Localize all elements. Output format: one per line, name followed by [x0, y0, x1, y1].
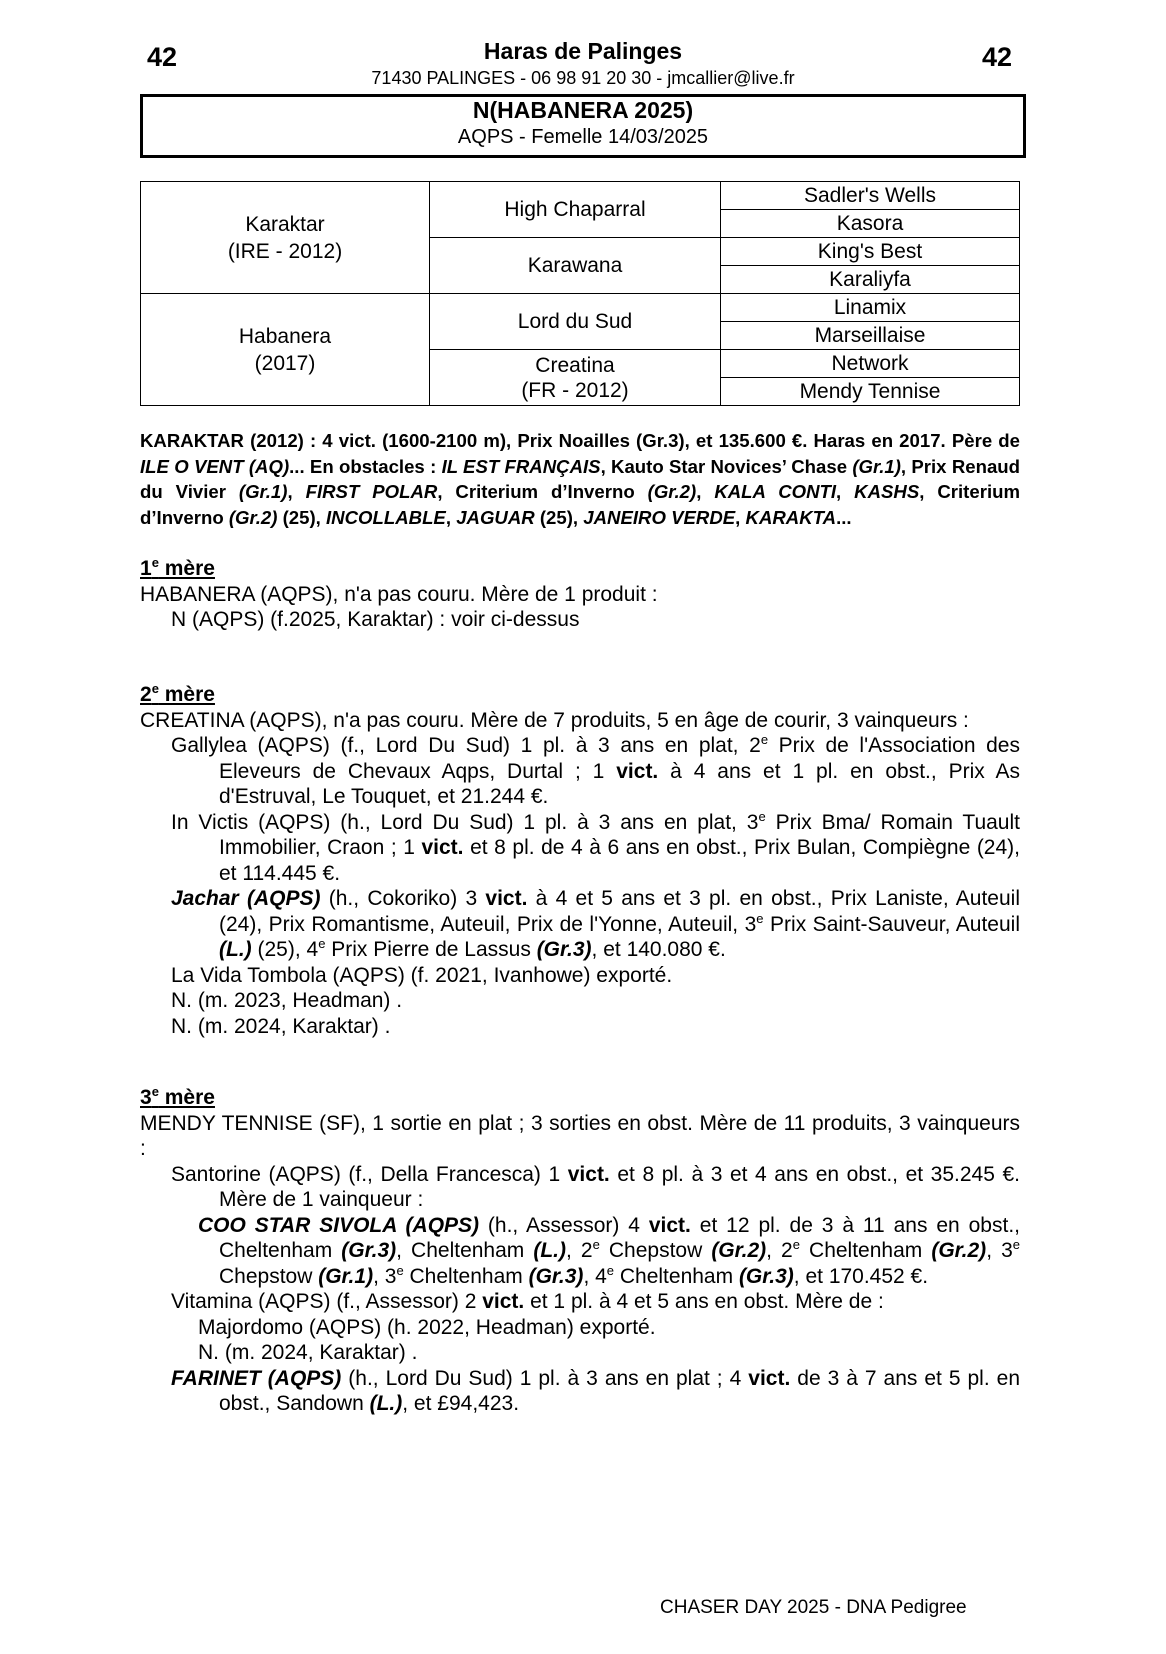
pedigree-ssd: Kasora: [721, 210, 1020, 238]
title-box: [140, 94, 1026, 158]
produit-jachar: Jachar (AQPS) (h., Cokoriko) 3 vict. à 4 et 5 ans et 3 pl. en obst., Prix Laniste, Auteuil (24), Prix Romantisme, Auteuil, Prix de l'Yonne, Auteuil, 3e Prix Saint-Sauveur, Auteuil (L.) (25), 4e Prix Pierre de Lassus (Gr.3), et 140.080 €.: [171, 887, 1021, 961]
dam-detail: (2017): [254, 351, 316, 375]
pedigree-dam: [141, 294, 430, 406]
page-footer: CHASER DAY 2025 - DNA Pedigree: [660, 1597, 967, 1618]
sire-name: Karaktar: [245, 212, 325, 236]
heading-mere-2: 2e mère: [140, 681, 215, 706]
pedigree-sdd: Karaliyfa: [721, 266, 1020, 294]
produit-in-victis: In Victis (AQPS) (h., Lord Du Sud) 1 pl. à 3 ans en plat, 3e Prix Bma/ Romain Tuault Immobilier, Craon ; 1 vict. et 8 pl. de 4 à 6 ans en obst., Prix Bulan, Compiègne (24), et 114.445 €.: [171, 808, 1020, 885]
pedigree-sds: King's Best: [721, 238, 1020, 266]
produit-gallylea: Gallylea (AQPS) (f., Lord Du Sud) 1 pl. à 3 ans en plat, 2e Prix de l'Association des Eleveurs de Chevaux Aqps, Durtal ; 1 vict. à 4 ans et 1 pl. en obst., Prix As d'Estruval, Le Touquet, et 21.244 €.: [171, 732, 1021, 808]
produit-n-2024-vitamina: N. (m. 2024, Karaktar) .: [198, 1341, 418, 1364]
sire-detail: (IRE - 2012): [227, 239, 343, 263]
pedigree-sire: [141, 182, 430, 294]
breeder-address: 71430 PALINGES - 06 98 91 20 30 - jmcallier@live.fr: [371, 68, 795, 88]
dd-name: Creatina: [535, 353, 615, 377]
produit-santorine: Santorine (AQPS) (f., Della Francesca) 1 vict. et 8 pl. à 3 et 4 ans en obst., et 35.245 €. Mère de 1 vainqueur :: [171, 1162, 1021, 1211]
mere-3-intro: MENDY TENNISE (SF), 1 sortie en plat ; 3 sorties en obst. Mère de 11 produits, 3 vainqueurs :: [140, 1111, 1020, 1160]
heading-mere-1: 1e mère: [140, 555, 215, 580]
produit-n-2024: N. (m. 2024, Karaktar) .: [171, 1014, 391, 1038]
pedigree-dsd: Marseillaise: [721, 322, 1020, 350]
mere-2-intro: CREATINA (AQPS), n'a pas couru. Mère de 7 produits, 5 en âge de courir, 3 vainqueurs :: [140, 708, 969, 732]
produit-vitamina: Vitamina (AQPS) (f., Assessor) 2 vict. et 1 pl. à 4 et 5 ans en obst. Mère de :: [171, 1290, 884, 1313]
horse-subtitle: AQPS - Femelle 14/03/2025: [457, 126, 709, 148]
section-mere-3: [140, 1085, 1020, 1417]
produit-la-vida-tombola: La Vida Tombola (AQPS) (f. 2021, Ivanhowe) exporté.: [171, 963, 673, 987]
breeder-name: Haras de Palinges: [483, 38, 683, 64]
heading-mere-3: 3e mère: [140, 1084, 215, 1109]
pedigree-ss: High Chaparral: [430, 182, 721, 238]
pedigree-dss: Linamix: [721, 294, 1020, 322]
produit-farinet: FARINET (AQPS) (h., Lord Du Sud) 1 pl. à 3 ans en plat ; 4 vict. de 3 à 7 ans et 5 pl. en obst., Sandown (L.), et £94,423.: [171, 1366, 1020, 1415]
pedigree-ddd: Mendy Tennise: [721, 378, 1020, 406]
section-mere-1: [140, 556, 1020, 633]
pedigree-sss: Sadler's Wells: [721, 182, 1020, 210]
pedigree-ds: Lord du Sud: [430, 294, 721, 350]
produit-n-2023: N. (m. 2023, Headman) .: [171, 989, 403, 1012]
lot-number-right: 42: [982, 42, 1013, 72]
dam-name: Habanera: [238, 324, 332, 348]
produit-majordomo: Majordomo (AQPS) (h. 2022, Headman) exporté.: [198, 1315, 656, 1339]
produit-coo-star-sivola: COO STAR SIVOLA (AQPS) (h., Assessor) 4 vict. et 12 pl. de 3 à 11 ans en obst., Cheltenham (Gr.3), Cheltenham (L.), 2e Chepstow (Gr.2), 2e Cheltenham (Gr.2), 3e Chepstow (Gr.1), 3e Cheltenham (Gr.3), 4e Cheltenham (Gr.3), et 170.452 €.: [198, 1213, 1020, 1288]
section-mere-2: [140, 682, 1020, 1039]
horse-title: N(HABANERA 2025): [472, 97, 694, 123]
mere-1-produit: N (AQPS) (f.2025, Karaktar) : voir ci-dessus: [171, 608, 580, 631]
dd-detail: (FR - 2012): [521, 378, 629, 402]
pedigree-sd: Karawana: [430, 238, 721, 294]
pedigree-dds: Network: [721, 350, 1020, 378]
pedigree-dd: [430, 350, 721, 406]
mere-1-intro: HABANERA (AQPS), n'a pas couru. Mère de 1 produit :: [140, 582, 658, 606]
lot-number-left: 42: [147, 42, 178, 72]
sire-note: KARAKTAR (2012) : 4 vict. (1600-2100 m), Prix Noailles (Gr.3), et 135.600 €. Haras en 2017. Père de ILE O VENT (AQ)... En obstacles : IL EST FRANÇAIS, Kauto Star Novices’ Chase (Gr.1), Prix Renaud du Vivier (Gr.1), FIRST POLAR, Criterium d’Inverno (Gr.2), KALA CONTI, KASHS, Criterium d’Inverno (Gr.2) (25), INCOLLABLE, JAGUAR (25), JANEIRO VERDE, KARAKTA...: [140, 430, 1021, 528]
pedigree-table: [140, 181, 1020, 406]
